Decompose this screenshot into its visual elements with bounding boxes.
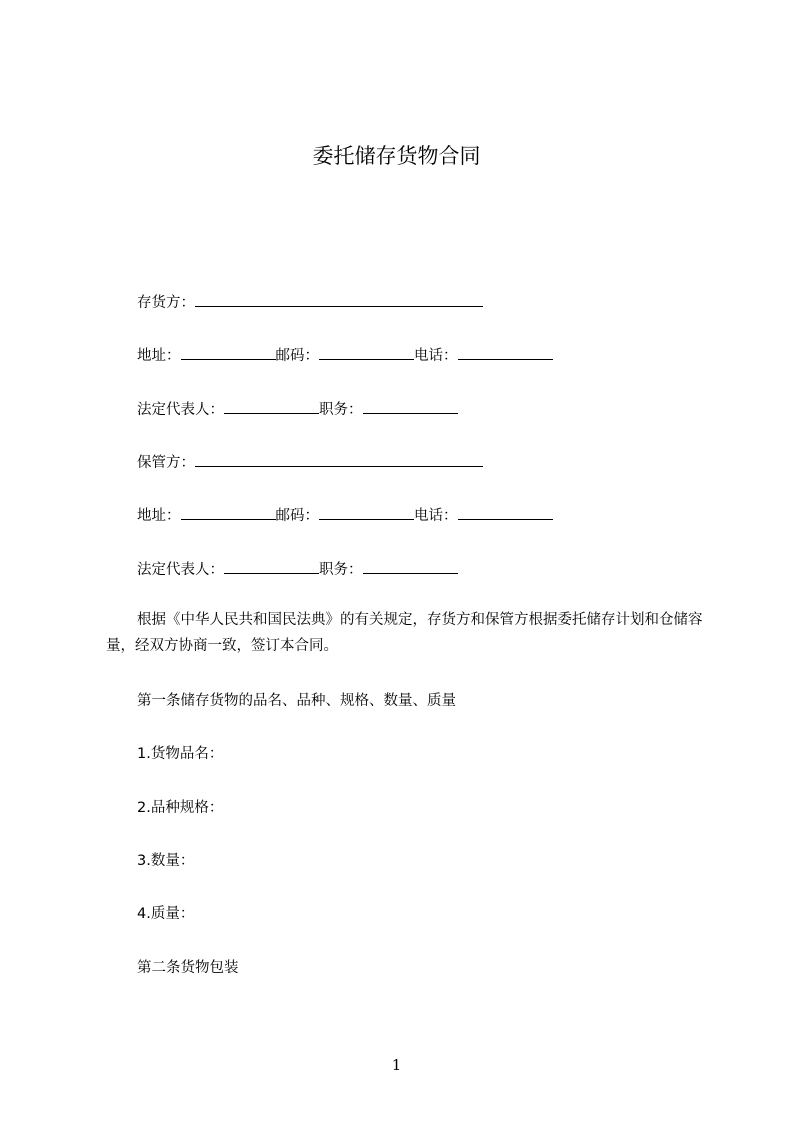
custodian-postcode-blank: [319, 505, 414, 520]
depositor-position-blank: [363, 399, 458, 414]
depositor-rep-line: [137, 399, 458, 419]
depositor-postcode-label: 邮码：: [275, 348, 319, 364]
custodian-position-blank: [363, 559, 458, 574]
depositor-postcode-blank: [319, 345, 414, 360]
depositor-line: [137, 292, 483, 312]
custodian-contact-line: [137, 505, 553, 525]
custodian-rep-blank: [224, 559, 319, 574]
depositor-contact-line: [137, 345, 553, 365]
depositor-rep-label: 法定代表人：: [137, 402, 224, 418]
article1-heading: 第一条储存货物的品名、品种、规格、数量、质量: [137, 693, 456, 709]
custodian-address-label: 地址：: [137, 508, 181, 524]
custodian-rep-line: [137, 559, 458, 579]
custodian-address-blank: [181, 505, 276, 520]
depositor-label: 存货方：: [137, 295, 195, 311]
depositor-address-blank: [181, 345, 276, 360]
preamble-paragraph: [106, 607, 706, 659]
custodian-rep-label: 法定代表人：: [137, 562, 224, 578]
article1-item-quantity: 3.数量：: [137, 853, 195, 869]
article2-heading: 第二条货物包装: [137, 960, 239, 976]
document-title: 委托储存货物合同: [312, 144, 481, 168]
custodian-postcode-label: 邮码：: [275, 508, 319, 524]
depositor-address-label: 地址：: [137, 348, 181, 364]
page-number: 1: [391, 1056, 402, 1074]
preamble-text: 根据《中华人民共和国民法典》的有关规定，存货方和保管方根据委托储存计划和仓储容量，经双方协商一致，签订本合同。: [106, 612, 703, 654]
depositor-position-label: 职务：: [319, 402, 363, 418]
custodian-phone-blank: [458, 505, 553, 520]
article1-item-name: 1.货物品名：: [137, 746, 224, 762]
custodian-label: 保管方：: [137, 455, 195, 471]
depositor-phone-blank: [458, 345, 553, 360]
depositor-phone-label: 电话：: [414, 348, 458, 364]
article1-item-quality: 4.质量：: [137, 906, 195, 922]
custodian-name-blank: [195, 452, 483, 467]
article1-item-spec: 2.品种规格：: [137, 800, 224, 816]
custodian-line: [137, 452, 483, 472]
depositor-name-blank: [195, 292, 483, 307]
depositor-rep-blank: [224, 399, 319, 414]
custodian-position-label: 职务：: [319, 562, 363, 578]
custodian-phone-label: 电话：: [414, 508, 458, 524]
